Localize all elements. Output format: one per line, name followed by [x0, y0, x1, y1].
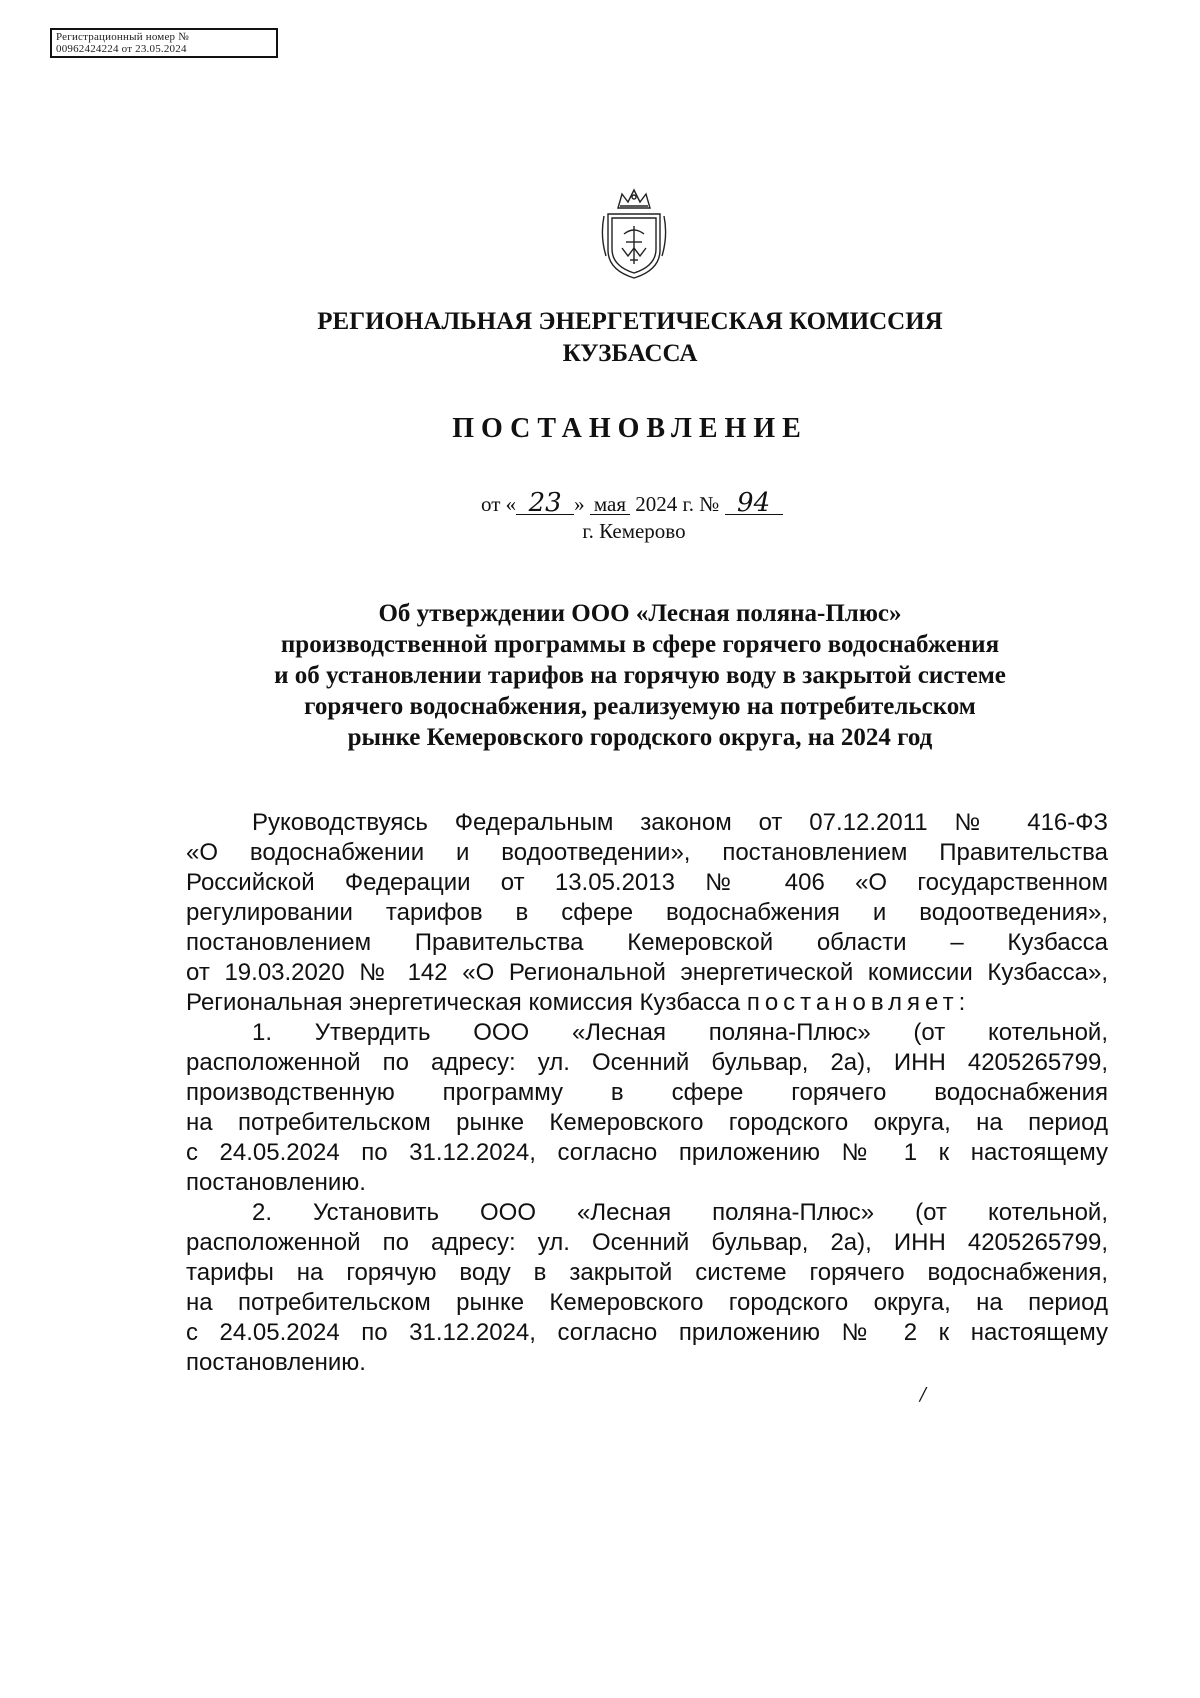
- pen-mark: /: [920, 1384, 927, 1405]
- kuzbass-coat-of-arms-icon: [598, 186, 670, 282]
- title-line: и об установлении тарифов на горячую воду в закрытой системе: [274, 662, 1006, 689]
- item2-line: 2. Установить ООО «Лесная поляна-Плюс» (от котельной,: [252, 1199, 1108, 1226]
- preamble-line: от 19.03.2020 № 142 «О Региональной энергетической комиссии Кузбасса»,: [186, 959, 1108, 986]
- date-line: [481, 488, 783, 518]
- title-line: Об утверждении ООО «Лесная поляна-Плюс»: [378, 600, 902, 627]
- city: г. Кемерово: [582, 519, 686, 543]
- document-type-heading: ПОСТАНОВЛЕНИЕ: [452, 413, 808, 444]
- item1-line: с 24.05.2024 по 31.12.2024, согласно приложению № 1 к настоящему: [186, 1139, 1108, 1166]
- title-line: горячего водоснабжения, реализуемую на потребительском: [304, 693, 976, 720]
- item1-line: производственную программу в сфере горячего водоснабжения: [186, 1079, 1108, 1106]
- item2-line: расположенной по адресу: ул. Осенний бульвар, 2а), ИНН 4205265799,: [186, 1229, 1108, 1256]
- document-title: [160, 598, 1120, 753]
- document-number-handwritten: 94: [725, 492, 783, 515]
- item1-line: 1. Утвердить ООО «Лесная поляна-Плюс» (от котельной,: [252, 1019, 1108, 1046]
- date-month: мая: [590, 494, 630, 515]
- preamble-line: регулировании тарифов в сфере водоснабжения и водоотведения»,: [186, 899, 1108, 926]
- item1-line: на потребительском рынке Кемеровского городского округа, на период: [186, 1109, 1108, 1136]
- item2-line: постановлению.: [186, 1349, 366, 1376]
- item2-line: на потребительском рынке Кемеровского городского округа, на период: [186, 1289, 1108, 1316]
- document-body: [186, 808, 1108, 1378]
- registration-line-2: 00962424224 от 23.05.2024: [56, 43, 187, 55]
- registration-line-1: Регистрационный номер №: [56, 31, 189, 43]
- registration-stamp: [50, 28, 278, 58]
- item1-line: расположенной по адресу: ул. Осенний бульвар, 2а), ИНН 4205265799,: [186, 1049, 1108, 1076]
- title-line: производственной программы в сфере горячего водоснабжения: [280, 631, 1000, 658]
- title-line: рынке Кемеровского городского округа, на 2024 год: [347, 724, 933, 751]
- item2-line: с 24.05.2024 по 31.12.2024, согласно приложению № 2 к настоящему: [186, 1319, 1108, 1346]
- preamble-line: постановлением Правительства Кемеровской области – Кузбасса: [186, 929, 1108, 956]
- item1-line: постановлению.: [186, 1169, 366, 1196]
- preamble-last: Региональная энергетическая комиссия Кузбасса: [186, 989, 741, 1016]
- date-mid: »: [574, 492, 585, 516]
- date-day-handwritten: 23: [516, 492, 574, 515]
- date-year-label: 2024 г. №: [635, 492, 720, 516]
- preamble-final-line: [186, 988, 1108, 1018]
- organization-name-line-2: КУЗБАССА: [562, 340, 698, 367]
- preamble-line: Российской Федерации от 13.05.2013 № 406 «О государственном: [186, 869, 1108, 896]
- organization-name-line-1: РЕГИОНАЛЬНАЯ ЭНЕРГЕТИЧЕСКАЯ КОМИССИЯ: [317, 308, 943, 335]
- preamble-line: «О водоснабжении и водоотведении», постановлением Правительства: [186, 839, 1108, 866]
- date-prefix: от «: [481, 492, 517, 516]
- preamble-line: Руководствуясь Федеральным законом от 07.12.2011 № 416-ФЗ: [252, 809, 1108, 836]
- decree-word: постановляет:: [746, 989, 971, 1016]
- item2-line: тарифы на горячую воду в закрытой системе горячего водоснабжения,: [186, 1259, 1108, 1286]
